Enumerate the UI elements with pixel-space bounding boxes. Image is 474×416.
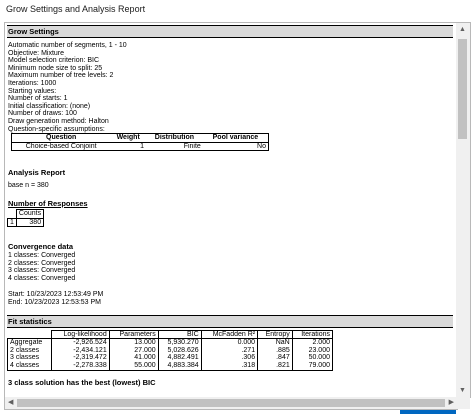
- table-cell: 79.000: [292, 362, 332, 370]
- table-cell: .847: [258, 354, 293, 362]
- scrollbar-corner: [456, 397, 470, 409]
- table-cell: 0.000: [201, 339, 257, 347]
- convergence-line: 2 classes: Converged: [8, 259, 76, 267]
- setting-line: Iterations: 1000: [8, 79, 57, 87]
- end-time: End: 10/23/2023 12:53:53 PM: [8, 299, 102, 307]
- convergence-heading: Convergence data: [8, 242, 74, 252]
- question-table: [11, 133, 269, 151]
- table-cell: 50.000: [292, 354, 332, 362]
- convergence-line: 3 classes: Converged: [8, 267, 76, 275]
- table-row: [8, 339, 333, 347]
- best-solution-text: 3 class solution has the best (lowest) BIC: [8, 377, 156, 387]
- horizontal-scroll-thumb[interactable]: [17, 399, 445, 407]
- vertical-scroll-thumb[interactable]: [458, 39, 467, 139]
- fit-statistics-table: [7, 330, 333, 371]
- table-cell: .885: [258, 347, 293, 355]
- table-cell: Finite: [146, 142, 203, 151]
- base-count: base n = 380: [8, 182, 49, 190]
- table-header-row: [8, 330, 333, 339]
- table-row: [8, 347, 333, 355]
- table-cell: 55.000: [109, 362, 158, 370]
- row-label: 3 classes: [8, 354, 52, 362]
- table-cell: Choice-based Conjoint: [12, 142, 111, 151]
- scroll-up-icon[interactable]: ▲: [459, 26, 466, 33]
- responses-table: [7, 209, 44, 227]
- convergence-line: 1 classes: Converged: [8, 252, 76, 260]
- setting-line: Objective: Mixture: [8, 49, 65, 57]
- table-cell: NaN: [258, 339, 293, 347]
- setting-line: Starting values:: [8, 87, 57, 95]
- table-cell: 27.000: [109, 347, 158, 355]
- setting-line: Number of starts: 1: [8, 95, 68, 103]
- table-cell: No: [203, 142, 269, 151]
- table-row: [8, 354, 333, 362]
- analysis-report-heading: Analysis Report: [8, 168, 66, 178]
- scroll-left-icon[interactable]: ◀: [8, 399, 14, 406]
- convergence-line: 4 classes: Converged: [8, 274, 76, 282]
- start-time: Start: 10/23/2023 12:53:49 PM: [8, 291, 104, 299]
- column-header: Iterations: [292, 330, 332, 339]
- table-header-row: [8, 209, 44, 218]
- column-header: BIC: [158, 330, 201, 339]
- setting-line: Initial classification: (none): [8, 102, 91, 110]
- title-bar: [0, 0, 474, 20]
- column-header: Entropy: [258, 330, 293, 339]
- column-header: Counts: [16, 209, 43, 218]
- table-cell: -2,278.338: [52, 362, 109, 370]
- window-title: Grow Settings and Analysis Report: [6, 4, 146, 14]
- setting-line: Minimum node size to split: 25: [8, 64, 103, 72]
- table-cell: 23.000: [292, 347, 332, 355]
- table-cell: -2,319.472: [52, 354, 109, 362]
- table-cell: -2,434.121: [52, 347, 109, 355]
- vertical-scrollbar[interactable]: [456, 22, 471, 398]
- table-cell: .271: [201, 347, 257, 355]
- column-header: Log-likelihood: [52, 330, 109, 339]
- table-cell: 5,028.626: [158, 347, 201, 355]
- table-cell: .821: [258, 362, 293, 370]
- table-cell: .306: [201, 354, 257, 362]
- fit-statistics-heading: Fit statistics: [7, 315, 453, 328]
- setting-line: Draw generation method: Halton: [8, 117, 109, 125]
- table-header-row: [12, 134, 269, 143]
- horizontal-scrollbar[interactable]: [4, 397, 458, 410]
- table-cell: 1: [110, 142, 146, 151]
- column-header: McFadden R²: [201, 330, 257, 339]
- responses-heading: Number of Responses: [8, 198, 88, 208]
- column-header: Pool variance: [203, 134, 269, 143]
- scroll-right-icon[interactable]: ▶: [448, 399, 454, 406]
- column-header: Weight: [110, 134, 146, 143]
- report-content: [7, 25, 453, 388]
- table-row: [8, 362, 333, 370]
- setting-line: Question-specific assumptions:: [8, 125, 105, 133]
- table-cell: 13.000: [109, 339, 158, 347]
- table-cell: 4,883.384: [158, 362, 201, 370]
- row-label: Aggregate: [8, 339, 52, 347]
- setting-line: Automatic number of segments, 1 - 10: [8, 42, 127, 49]
- column-header: [8, 330, 52, 339]
- row-label: 4 classes: [8, 362, 52, 370]
- table-row: [8, 218, 44, 227]
- column-header: Parameters: [109, 330, 158, 339]
- report-viewport[interactable]: [4, 22, 458, 398]
- table-row: [12, 142, 269, 151]
- grow-settings-heading: Grow Settings: [7, 25, 453, 38]
- setting-line: Model selection criterion: BIC: [8, 57, 100, 65]
- table-cell: -2,926.524: [52, 339, 109, 347]
- column-header: Distribution: [146, 134, 203, 143]
- table-cell: 4,882.491: [158, 354, 201, 362]
- accent-bar: [400, 410, 456, 414]
- table-cell: .318: [201, 362, 257, 370]
- scroll-down-icon[interactable]: ▼: [459, 387, 466, 394]
- table-cell: 41.000: [109, 354, 158, 362]
- column-header: Question: [12, 134, 111, 143]
- table-cell: 380: [16, 218, 43, 227]
- row-label: 2 classes: [8, 347, 52, 355]
- table-cell: 5,930.270: [158, 339, 201, 347]
- setting-line: Maximum number of tree levels: 2: [8, 72, 114, 80]
- table-cell: 2.000: [292, 339, 332, 347]
- setting-line: Number of draws: 100: [8, 110, 77, 118]
- table-cell: 1: [8, 218, 17, 227]
